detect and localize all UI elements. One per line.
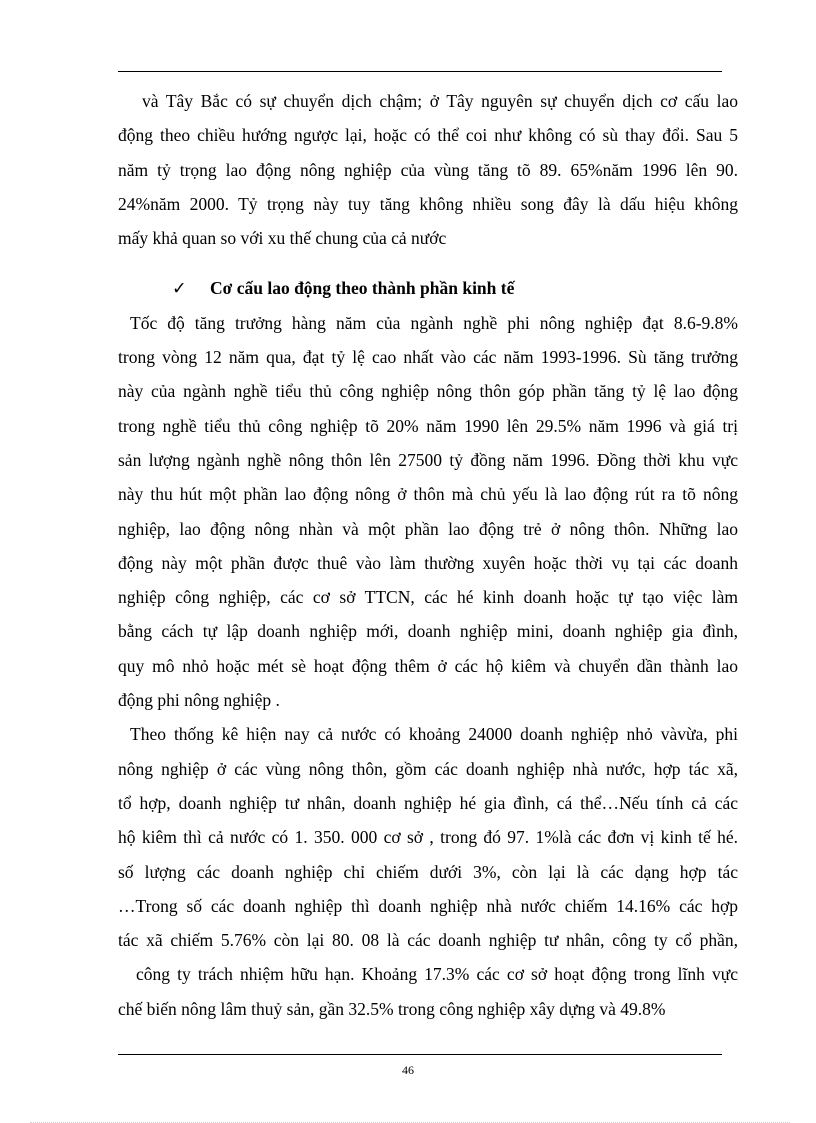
text-line: nghiệp công nghiệp, các cơ sở TTCN, các hé kinh doanh hoặc tự tạo việc làm xyxy=(118,587,738,608)
text-line: nghiệp, lao động nông nhàn và một phần lao động trẻ ở nông thôn. Những lao xyxy=(118,518,738,539)
header-rule xyxy=(118,71,722,72)
text-line: này của ngành nghề tiểu thủ công nghiệp nông thôn góp phần tăng tỷ lệ lao động xyxy=(118,381,738,402)
section-heading-text: Cơ cấu lao động theo thành phần kinh tế xyxy=(210,278,515,299)
page-body xyxy=(118,84,738,1026)
text-line: bằng cách tự lập doanh nghiệp mới, doanh nghiệp mini, doanh nghiệp gia đình, xyxy=(118,621,738,642)
text-line: và Tây Bắc có sự chuyển dịch chậm; ở Tây nguyên sự chuyển dịch cơ cấu lao xyxy=(142,91,738,111)
text-line: hộ kiêm thì cả nước có 1. 350. 000 cơ sở , trong đó 97. 1%là các đơn vị kinh tế hé. xyxy=(118,827,738,848)
checkmark-icon: ✓ xyxy=(172,278,187,299)
paragraph-1 xyxy=(118,84,738,255)
text-line: năm tỷ trọng lao động nông nghiệp của vùng tăng tõ 89. 65%năm 1996 lên 90. xyxy=(118,159,738,180)
text-line: 24%năm 2000. Tỷ trọng này tuy tăng không nhiều song đây là dấu hiệu không xyxy=(118,193,738,214)
text-line: công ty trách nhiệm hữu hạn. Khoảng 17.3% các cơ sở hoạt động trong lĩnh vực xyxy=(136,964,738,985)
page-number: 46 xyxy=(402,1063,414,1077)
text-line: trong nghề tiểu thủ công nghiệp tõ 20% năm 1990 lên 29.5% năm 1996 và giá trị xyxy=(118,415,738,436)
text-line: quy mô nhỏ hoặc mét sè hoạt động thêm ở các hộ kiêm và chuyển dần thành lao xyxy=(118,655,738,676)
text-line: động theo chiều hướng ngược lại, hoặc có thể coi như không có sù thay đổi. Sau 5 xyxy=(118,125,738,146)
text-line: tác xã chiếm 5.76% còn lại 80. 08 là các doanh nghiệp tư nhân, công ty cổ phần, xyxy=(118,930,738,951)
text-line: số lượng các doanh nghiệp chỉ chiếm dưới 3%, còn lại là các dạng hợp tác xyxy=(118,861,738,882)
text-line: chế biến nông lâm thuỷ sản, gần 32.5% trong công nghiệp xây dựng và 49.8% xyxy=(118,998,666,1019)
text-line: tổ hợp, doanh nghiệp tư nhân, doanh nghiệp hé gia đình, cá thể…Nếu tính cả các xyxy=(118,792,738,813)
text-line: sản lượng ngành nghề nông thôn lên 27500 tỷ đồng năm 1996. Đồng thời khu vực xyxy=(118,449,738,470)
text-line: …Trong số các doanh nghiệp thì doanh nghiệp nhà nước chiếm 14.16% các hợp xyxy=(118,895,738,916)
section-heading xyxy=(118,271,738,305)
paragraph-2 xyxy=(118,306,738,718)
text-line: động này một phần được thuê vào làm thường xuyên hoặc thời vụ tại các doanh xyxy=(118,552,738,573)
text-line: động phi nông nghiệp . xyxy=(118,690,280,711)
paragraph-3 xyxy=(118,717,738,957)
text-line: trong vòng 12 năm qua, đạt tỷ lệ cao nhất vào các năm 1993-1996. Sù tăng trưởng xyxy=(118,347,738,368)
paragraph-4 xyxy=(118,957,738,1026)
text-line: Theo thống kê hiện nay cả nước có khoảng 24000 doanh nghiệp nhỏ vàvừa, phi xyxy=(130,724,738,745)
text-line: nông nghiệp ở các vùng nông thôn, gồm các doanh nghiệp nhà nước, hợp tác xã, xyxy=(118,758,738,779)
footer-rule xyxy=(118,1054,722,1055)
text-line: mấy khả quan so với xu thế chung của cả nước xyxy=(118,228,447,249)
text-line: này thu hút một phần lao động nông ở thôn mà chủ yếu là lao động rút ra tõ nông xyxy=(118,484,738,505)
text-line: Tốc độ tăng trưởng hàng năm của ngành nghề phi nông nghiệp đạt 8.6-9.8% xyxy=(130,312,738,333)
